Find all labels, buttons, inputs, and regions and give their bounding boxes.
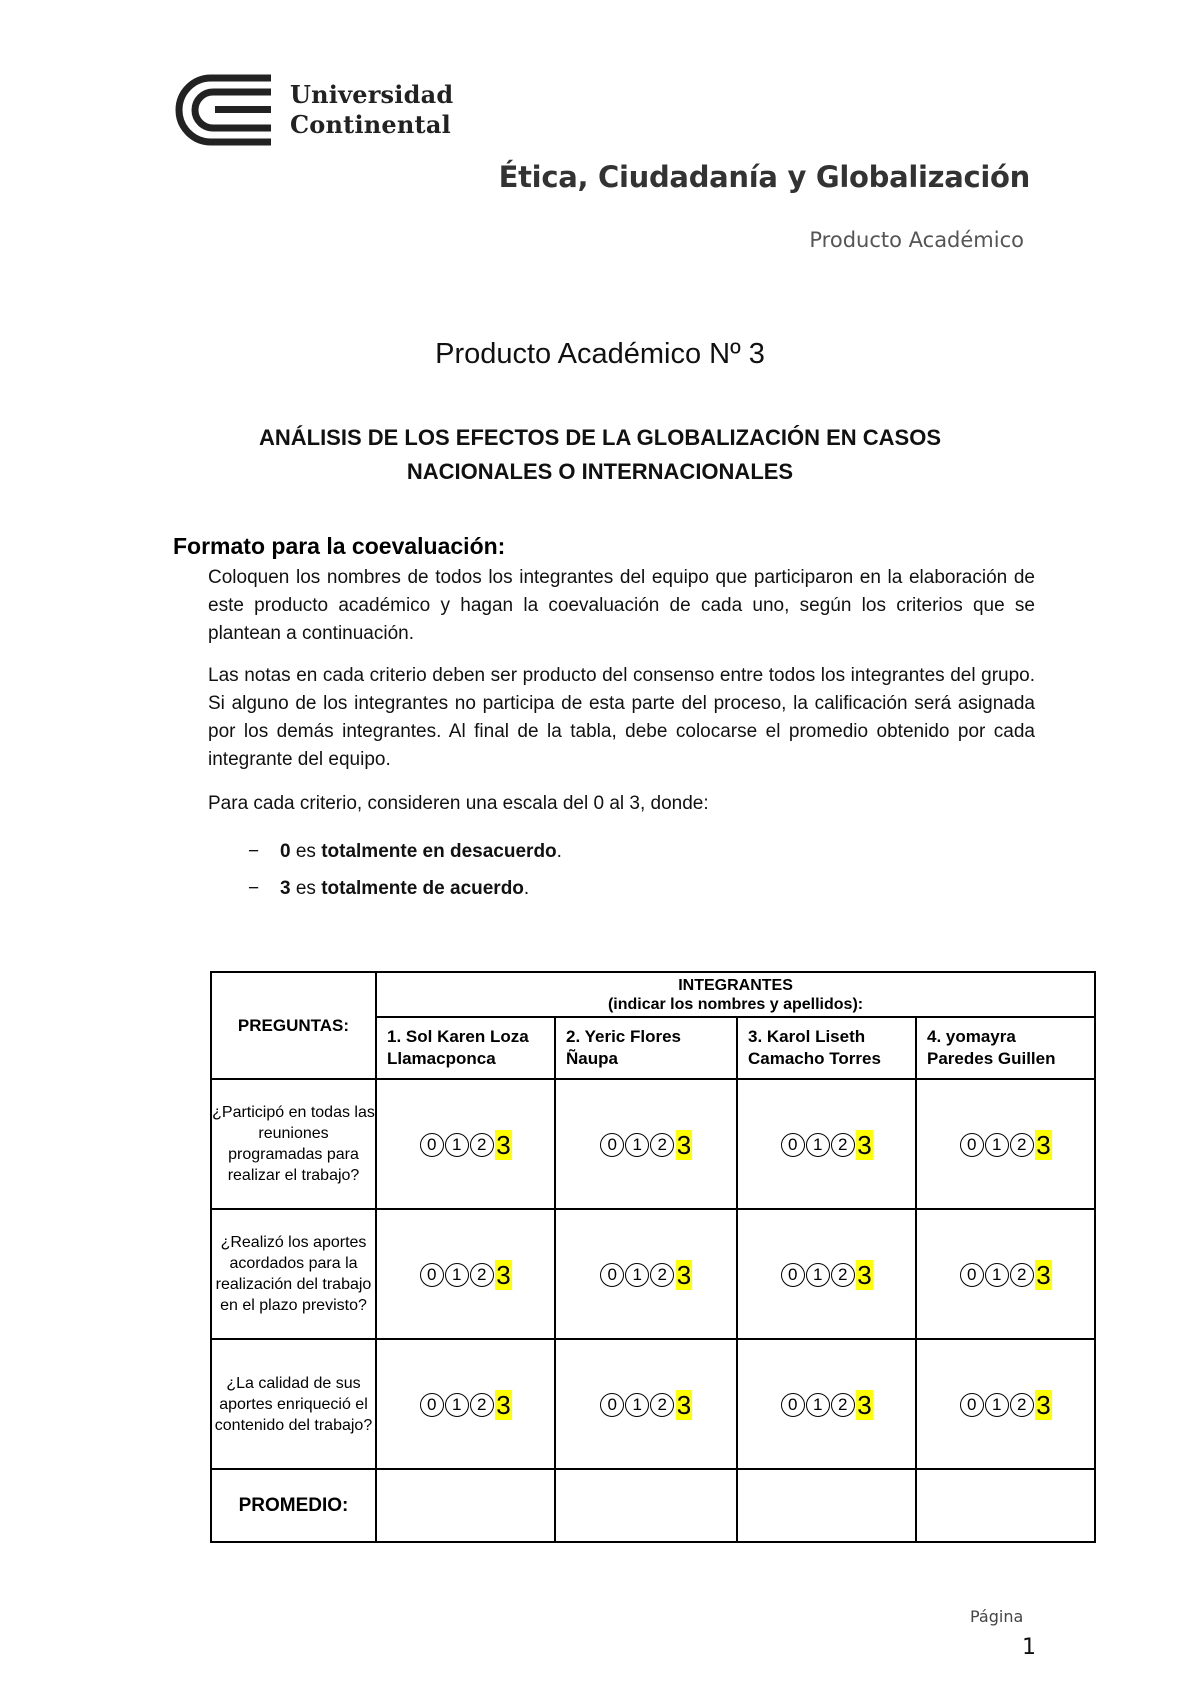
scale-option-2[interactable]: 2 [650,1133,674,1157]
document-title: Producto Académico Nº 3 [435,338,765,370]
members-header-hint: (indicar los nombres y apellidos): [607,995,864,1013]
member-name-line: 1. Sol Karen Loza [387,1027,529,1046]
average-cell[interactable] [555,1469,737,1542]
member-name-line: 3. Karol Liseth [748,1027,866,1046]
member-name-line: Ñaupa [566,1049,618,1068]
question-text: ¿Participó en todas las reuniones programadas para realizar el trabajo? [211,1079,376,1209]
selected-score[interactable]: 3 [496,1260,511,1291]
coevaluation-table [210,971,1096,1543]
member-name-line: Paredes Guillen [927,1049,1056,1068]
scale-option-2[interactable]: 2 [831,1263,855,1287]
score-cell[interactable] [376,1209,555,1339]
scale-option-2[interactable]: 2 [1010,1263,1034,1287]
score-cell[interactable] [376,1339,555,1469]
scale-option-1[interactable]: 1 [985,1263,1009,1287]
average-cell[interactable] [376,1469,555,1542]
scale-value: 0 [280,841,291,862]
scale-option-0[interactable]: 0 [600,1263,624,1287]
score-cell[interactable] [916,1339,1095,1469]
instruction-paragraph-3: Para cada criterio, consideren una escala del 0 al 3, donde: [208,793,709,814]
scale-option-0[interactable]: 0 [420,1393,444,1417]
selected-score[interactable]: 3 [676,1130,692,1161]
question-text: ¿Realizó los aportes acordados para la realización del trabajo en el plazo previsto? [211,1209,376,1339]
scale-bullet-3 [248,875,529,903]
question-row [211,1209,1095,1339]
member-name-line: 4. yomayra [927,1027,1016,1046]
scale-option-0[interactable]: 0 [781,1263,805,1287]
bullet-end: . [523,878,530,899]
score-cell[interactable] [376,1079,555,1209]
scale-option-2[interactable]: 2 [470,1133,494,1157]
scale-option-2[interactable]: 2 [1010,1393,1034,1417]
selected-score[interactable]: 3 [857,1130,872,1161]
scale-option-2[interactable]: 2 [1010,1133,1034,1157]
member-name-line: Llamacponca [387,1049,496,1068]
scale-option-0[interactable]: 0 [600,1133,624,1157]
page-label: Página [970,1607,1024,1626]
score-cell[interactable] [916,1079,1095,1209]
score-cell[interactable] [555,1209,737,1339]
scale-meaning: totalmente de acuerdo [321,878,524,899]
heading-line-1: ANÁLISIS DE LOS EFECTOS DE LA GLOBALIZACIÓN EN CASOS [258,425,942,450]
selected-score[interactable]: 3 [676,1390,692,1421]
selected-score[interactable]: 3 [1036,1130,1051,1161]
scale-option-0[interactable]: 0 [600,1393,624,1417]
scale-option-0[interactable]: 0 [960,1133,984,1157]
course-subtitle: Producto Académico [809,228,1024,252]
bullet-dash: − [248,878,260,899]
scale-option-2[interactable]: 2 [470,1393,494,1417]
scale-option-2[interactable]: 2 [650,1263,674,1287]
member-name-2[interactable] [555,1017,737,1079]
logo-text-continental: Continental [290,110,451,139]
selected-score[interactable]: 3 [857,1260,872,1291]
member-name-3[interactable] [737,1017,916,1079]
bullet-connector: es [290,841,322,862]
scale-option-1[interactable]: 1 [445,1133,469,1157]
scale-meaning: totalmente en desacuerdo [321,841,557,862]
scale-bullet-0 [248,838,562,866]
scale-option-1[interactable]: 1 [445,1393,469,1417]
scale-option-1[interactable]: 1 [806,1133,830,1157]
scale-option-0[interactable]: 0 [781,1133,805,1157]
score-cell[interactable] [737,1079,916,1209]
scale-option-1[interactable]: 1 [625,1393,649,1417]
question-row [211,1339,1095,1469]
member-name-line: Camacho Torres [748,1049,881,1068]
scale-option-2[interactable]: 2 [831,1393,855,1417]
selected-score[interactable]: 3 [1036,1260,1051,1291]
scale-option-0[interactable]: 0 [420,1133,444,1157]
scale-option-1[interactable]: 1 [625,1133,649,1157]
bullet-end: . [556,841,562,862]
score-cell[interactable] [737,1339,916,1469]
instruction-paragraph-2: Las notas en cada criterio deben ser producto del consenso entre todos los integrantes del grupo. Si alguno de los integrantes no participa de esta parte del proceso, la calificación será asignada por los demás integrantes. Al final de la tabla, debe colocarse el promedio obtenido por cada integrante del equipo. [208,665,1035,770]
scale-option-2[interactable]: 2 [831,1133,855,1157]
score-cell[interactable] [555,1339,737,1469]
selected-score[interactable]: 3 [676,1260,692,1291]
member-name-line: 2. Yeric Flores [566,1027,681,1046]
selected-score[interactable]: 3 [496,1130,511,1161]
scale-option-1[interactable]: 1 [625,1263,649,1287]
question-text: ¿La calidad de sus aportes enriqueció el contenido del trabajo? [211,1339,376,1469]
scale-value: 3 [280,878,291,899]
member-name-1[interactable] [376,1017,555,1079]
scale-option-0[interactable]: 0 [420,1263,444,1287]
question-row [211,1079,1095,1209]
university-logo-icon [175,74,275,146]
average-cell[interactable] [737,1469,916,1542]
member-name-4[interactable] [916,1017,1095,1079]
heading-line-2: NACIONALES O INTERNACIONALES [406,459,794,484]
selected-score[interactable]: 3 [1036,1390,1051,1421]
section-title: Formato para la coevaluación: [173,533,506,559]
scale-option-0[interactable]: 0 [960,1393,984,1417]
scale-option-0[interactable]: 0 [781,1393,805,1417]
scale-option-1[interactable]: 1 [806,1393,830,1417]
average-label: PROMEDIO: [211,1469,376,1542]
members-header [376,972,1095,1017]
scale-option-0[interactable]: 0 [960,1263,984,1287]
scale-option-2[interactable]: 2 [470,1263,494,1287]
score-cell[interactable] [555,1079,737,1209]
scale-option-2[interactable]: 2 [650,1393,674,1417]
logo-text-university: Universidad [290,80,454,109]
average-cell[interactable] [916,1469,1095,1542]
selected-score[interactable]: 3 [496,1390,511,1421]
bullet-dash: − [248,841,260,862]
selected-score[interactable]: 3 [857,1390,872,1421]
course-title: Ética, Ciudadanía y Globalización [498,160,1030,194]
scale-option-1[interactable]: 1 [985,1133,1009,1157]
instruction-paragraph-1: Coloquen los nombres de todos los integrantes del equipo que participaron en la elaboración de este producto académico y hagan la coevaluación de cada uno, según los criterios que se plantean a continuación. [208,567,1035,644]
scale-option-1[interactable]: 1 [806,1263,830,1287]
document-heading [150,421,1050,489]
questions-header: PREGUNTAS: [211,972,376,1079]
score-cell[interactable] [916,1209,1095,1339]
page-number: 1 [1022,1635,1036,1660]
scale-option-1[interactable]: 1 [445,1263,469,1287]
members-header-title: INTEGRANTES [678,976,793,994]
scale-option-1[interactable]: 1 [985,1393,1009,1417]
score-cell[interactable] [737,1209,916,1339]
bullet-connector: es [290,878,322,899]
